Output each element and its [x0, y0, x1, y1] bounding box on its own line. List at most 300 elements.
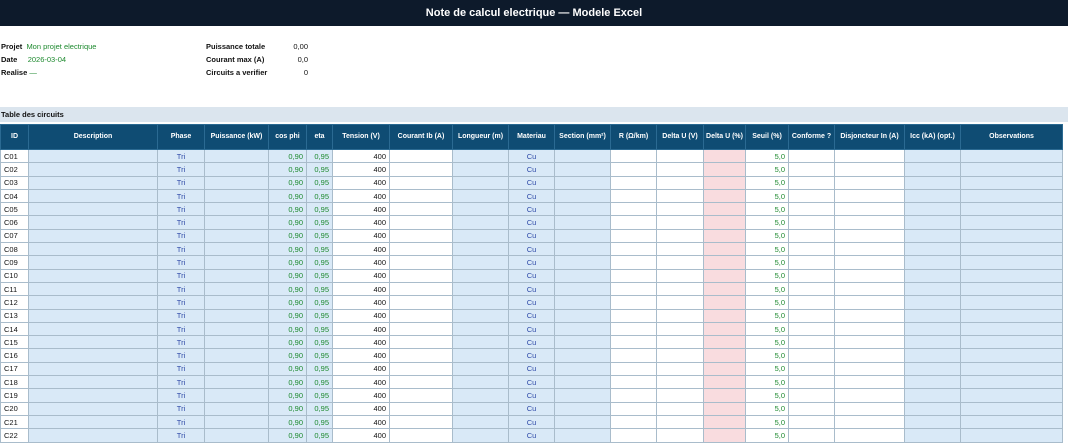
cell-resistance[interactable] — [611, 150, 657, 163]
cell-current[interactable] — [390, 176, 453, 189]
cell-phase[interactable]: Tri — [158, 176, 205, 189]
cell-length[interactable] — [453, 203, 509, 216]
cell-delta-u-v[interactable] — [657, 163, 704, 176]
cell-observations[interactable] — [961, 229, 1063, 242]
cell-material[interactable]: Cu — [509, 189, 555, 202]
cell-eta[interactable]: 0,95 — [307, 415, 333, 428]
cell-observations[interactable] — [961, 296, 1063, 309]
cell-icc[interactable] — [905, 163, 961, 176]
cell-power[interactable] — [205, 322, 269, 335]
cell-eta[interactable]: 0,95 — [307, 269, 333, 282]
cell-cos-phi[interactable]: 0,90 — [269, 349, 307, 362]
cell-threshold[interactable]: 5,0 — [746, 362, 789, 375]
cell-observations[interactable] — [961, 362, 1063, 375]
cell-threshold[interactable]: 5,0 — [746, 309, 789, 322]
cell-section[interactable] — [555, 176, 611, 189]
cell-observations[interactable] — [961, 243, 1063, 256]
cell-breaker[interactable] — [835, 256, 905, 269]
cell-resistance[interactable] — [611, 163, 657, 176]
cell-length[interactable] — [453, 389, 509, 402]
cell-id[interactable]: C21 — [1, 415, 29, 428]
cell-threshold[interactable]: 5,0 — [746, 282, 789, 295]
cell-threshold[interactable]: 5,0 — [746, 336, 789, 349]
cell-delta-u-v[interactable] — [657, 415, 704, 428]
column-header[interactable]: ID — [1, 125, 29, 150]
cell-threshold[interactable]: 5,0 — [746, 429, 789, 442]
cell-id[interactable]: C10 — [1, 269, 29, 282]
cell-id[interactable]: C03 — [1, 176, 29, 189]
cell-current[interactable] — [390, 189, 453, 202]
cell-resistance[interactable] — [611, 296, 657, 309]
cell-description[interactable] — [29, 402, 158, 415]
cell-section[interactable] — [555, 309, 611, 322]
cell-id[interactable]: C17 — [1, 362, 29, 375]
cell-length[interactable] — [453, 322, 509, 335]
cell-delta-u-v[interactable] — [657, 429, 704, 442]
column-header[interactable]: Puissance (kW) — [205, 125, 269, 150]
cell-id[interactable]: C14 — [1, 322, 29, 335]
cell-length[interactable] — [453, 216, 509, 229]
cell-length[interactable] — [453, 282, 509, 295]
cell-breaker[interactable] — [835, 243, 905, 256]
cell-length[interactable] — [453, 376, 509, 389]
cell-current[interactable] — [390, 362, 453, 375]
cell-description[interactable] — [29, 349, 158, 362]
cell-eta[interactable]: 0,95 — [307, 282, 333, 295]
project-value[interactable]: Mon projet electrique — [26, 42, 97, 51]
cell-delta-u-pct[interactable] — [704, 402, 746, 415]
cell-power[interactable] — [205, 163, 269, 176]
cell-cos-phi[interactable]: 0,90 — [269, 256, 307, 269]
cell-compliant[interactable] — [789, 429, 835, 442]
cell-eta[interactable]: 0,95 — [307, 389, 333, 402]
cell-description[interactable] — [29, 362, 158, 375]
cell-delta-u-v[interactable] — [657, 203, 704, 216]
cell-current[interactable] — [390, 229, 453, 242]
cell-eta[interactable]: 0,95 — [307, 429, 333, 442]
cell-delta-u-v[interactable] — [657, 282, 704, 295]
cell-description[interactable] — [29, 322, 158, 335]
cell-delta-u-v[interactable] — [657, 216, 704, 229]
cell-compliant[interactable] — [789, 229, 835, 242]
cell-observations[interactable] — [961, 322, 1063, 335]
column-header[interactable]: Section (mm²) — [555, 125, 611, 150]
cell-resistance[interactable] — [611, 282, 657, 295]
cell-compliant[interactable] — [789, 150, 835, 163]
cell-cos-phi[interactable]: 0,90 — [269, 322, 307, 335]
cell-delta-u-v[interactable] — [657, 309, 704, 322]
cell-id[interactable]: C19 — [1, 389, 29, 402]
cell-description[interactable] — [29, 243, 158, 256]
cell-breaker[interactable] — [835, 322, 905, 335]
column-header[interactable]: cos phi — [269, 125, 307, 150]
cell-eta[interactable]: 0,95 — [307, 256, 333, 269]
cell-length[interactable] — [453, 256, 509, 269]
cell-voltage[interactable]: 400 — [333, 229, 390, 242]
cell-delta-u-pct[interactable] — [704, 322, 746, 335]
cell-breaker[interactable] — [835, 309, 905, 322]
cell-material[interactable]: Cu — [509, 336, 555, 349]
cell-icc[interactable] — [905, 362, 961, 375]
cell-observations[interactable] — [961, 189, 1063, 202]
cell-description[interactable] — [29, 256, 158, 269]
cell-id[interactable]: C07 — [1, 229, 29, 242]
cell-current[interactable] — [390, 415, 453, 428]
cell-eta[interactable]: 0,95 — [307, 216, 333, 229]
cell-section[interactable] — [555, 415, 611, 428]
cell-icc[interactable] — [905, 415, 961, 428]
cell-power[interactable] — [205, 150, 269, 163]
cell-eta[interactable]: 0,95 — [307, 376, 333, 389]
cell-id[interactable]: C11 — [1, 282, 29, 295]
cell-phase[interactable]: Tri — [158, 322, 205, 335]
cell-current[interactable] — [390, 296, 453, 309]
cell-power[interactable] — [205, 349, 269, 362]
cell-section[interactable] — [555, 376, 611, 389]
cell-phase[interactable]: Tri — [158, 256, 205, 269]
cell-voltage[interactable]: 400 — [333, 256, 390, 269]
cell-eta[interactable]: 0,95 — [307, 150, 333, 163]
cell-material[interactable]: Cu — [509, 203, 555, 216]
cell-icc[interactable] — [905, 336, 961, 349]
cell-breaker[interactable] — [835, 150, 905, 163]
cell-icc[interactable] — [905, 203, 961, 216]
cell-section[interactable] — [555, 322, 611, 335]
cell-voltage[interactable]: 400 — [333, 336, 390, 349]
cell-power[interactable] — [205, 189, 269, 202]
cell-power[interactable] — [205, 282, 269, 295]
cell-icc[interactable] — [905, 349, 961, 362]
cell-power[interactable] — [205, 336, 269, 349]
cell-voltage[interactable]: 400 — [333, 282, 390, 295]
cell-current[interactable] — [390, 203, 453, 216]
cell-delta-u-v[interactable] — [657, 376, 704, 389]
cell-phase[interactable]: Tri — [158, 349, 205, 362]
cell-eta[interactable]: 0,95 — [307, 322, 333, 335]
column-header[interactable]: Delta U (V) — [657, 125, 704, 150]
cell-delta-u-pct[interactable] — [704, 282, 746, 295]
column-header[interactable]: Phase — [158, 125, 205, 150]
cell-observations[interactable] — [961, 282, 1063, 295]
cell-description[interactable] — [29, 269, 158, 282]
cell-breaker[interactable] — [835, 189, 905, 202]
cell-voltage[interactable]: 400 — [333, 216, 390, 229]
cell-resistance[interactable] — [611, 415, 657, 428]
cell-compliant[interactable] — [789, 189, 835, 202]
column-header[interactable]: Icc (kA) (opt.) — [905, 125, 961, 150]
cell-current[interactable] — [390, 243, 453, 256]
cell-observations[interactable] — [961, 256, 1063, 269]
cell-resistance[interactable] — [611, 429, 657, 442]
cell-icc[interactable] — [905, 282, 961, 295]
cell-section[interactable] — [555, 256, 611, 269]
cell-id[interactable]: C08 — [1, 243, 29, 256]
cell-material[interactable]: Cu — [509, 296, 555, 309]
cell-voltage[interactable]: 400 — [333, 322, 390, 335]
cell-cos-phi[interactable]: 0,90 — [269, 282, 307, 295]
column-header[interactable]: Conforme ? — [789, 125, 835, 150]
cell-breaker[interactable] — [835, 362, 905, 375]
cell-id[interactable]: C01 — [1, 150, 29, 163]
cell-material[interactable]: Cu — [509, 163, 555, 176]
cell-id[interactable]: C04 — [1, 189, 29, 202]
cell-description[interactable] — [29, 229, 158, 242]
cell-phase[interactable]: Tri — [158, 389, 205, 402]
cell-voltage[interactable]: 400 — [333, 296, 390, 309]
cell-length[interactable] — [453, 402, 509, 415]
cell-length[interactable] — [453, 229, 509, 242]
cell-breaker[interactable] — [835, 163, 905, 176]
cell-material[interactable]: Cu — [509, 349, 555, 362]
cell-breaker[interactable] — [835, 429, 905, 442]
cell-length[interactable] — [453, 362, 509, 375]
cell-cos-phi[interactable]: 0,90 — [269, 415, 307, 428]
cell-breaker[interactable] — [835, 229, 905, 242]
cell-section[interactable] — [555, 349, 611, 362]
cell-cos-phi[interactable]: 0,90 — [269, 429, 307, 442]
cell-phase[interactable]: Tri — [158, 309, 205, 322]
cell-resistance[interactable] — [611, 376, 657, 389]
cell-icc[interactable] — [905, 309, 961, 322]
cell-compliant[interactable] — [789, 176, 835, 189]
cell-breaker[interactable] — [835, 402, 905, 415]
cell-threshold[interactable]: 5,0 — [746, 229, 789, 242]
cell-threshold[interactable]: 5,0 — [746, 322, 789, 335]
cell-delta-u-v[interactable] — [657, 189, 704, 202]
cell-description[interactable] — [29, 176, 158, 189]
cell-phase[interactable]: Tri — [158, 282, 205, 295]
cell-threshold[interactable]: 5,0 — [746, 402, 789, 415]
cell-cos-phi[interactable]: 0,90 — [269, 296, 307, 309]
cell-compliant[interactable] — [789, 362, 835, 375]
cell-delta-u-pct[interactable] — [704, 296, 746, 309]
cell-icc[interactable] — [905, 269, 961, 282]
cell-length[interactable] — [453, 176, 509, 189]
cell-threshold[interactable]: 5,0 — [746, 150, 789, 163]
cell-compliant[interactable] — [789, 349, 835, 362]
cell-voltage[interactable]: 400 — [333, 309, 390, 322]
cell-voltage[interactable]: 400 — [333, 189, 390, 202]
cell-current[interactable] — [390, 389, 453, 402]
cell-current[interactable] — [390, 256, 453, 269]
cell-compliant[interactable] — [789, 336, 835, 349]
cell-id[interactable]: C05 — [1, 203, 29, 216]
cell-phase[interactable]: Tri — [158, 216, 205, 229]
cell-current[interactable] — [390, 216, 453, 229]
cell-cos-phi[interactable]: 0,90 — [269, 389, 307, 402]
cell-compliant[interactable] — [789, 269, 835, 282]
cell-delta-u-v[interactable] — [657, 322, 704, 335]
cell-section[interactable] — [555, 203, 611, 216]
cell-delta-u-v[interactable] — [657, 362, 704, 375]
cell-phase[interactable]: Tri — [158, 402, 205, 415]
cell-eta[interactable]: 0,95 — [307, 163, 333, 176]
cell-compliant[interactable] — [789, 309, 835, 322]
cell-id[interactable]: C13 — [1, 309, 29, 322]
cell-cos-phi[interactable]: 0,90 — [269, 376, 307, 389]
cell-observations[interactable] — [961, 349, 1063, 362]
cell-threshold[interactable]: 5,0 — [746, 176, 789, 189]
cell-delta-u-pct[interactable] — [704, 376, 746, 389]
cell-material[interactable]: Cu — [509, 150, 555, 163]
date-value[interactable]: 2026-03-04 — [27, 55, 67, 64]
cell-delta-u-pct[interactable] — [704, 229, 746, 242]
cell-delta-u-v[interactable] — [657, 402, 704, 415]
cell-delta-u-v[interactable] — [657, 296, 704, 309]
cell-delta-u-pct[interactable] — [704, 309, 746, 322]
cell-power[interactable] — [205, 203, 269, 216]
cell-voltage[interactable]: 400 — [333, 269, 390, 282]
cell-voltage[interactable]: 400 — [333, 163, 390, 176]
cell-id[interactable]: C16 — [1, 349, 29, 362]
cell-delta-u-pct[interactable] — [704, 256, 746, 269]
cell-section[interactable] — [555, 150, 611, 163]
cell-cos-phi[interactable]: 0,90 — [269, 216, 307, 229]
cell-section[interactable] — [555, 189, 611, 202]
cell-icc[interactable] — [905, 229, 961, 242]
cell-material[interactable]: Cu — [509, 269, 555, 282]
cell-breaker[interactable] — [835, 269, 905, 282]
cell-icc[interactable] — [905, 256, 961, 269]
cell-power[interactable] — [205, 256, 269, 269]
cell-description[interactable] — [29, 389, 158, 402]
cell-material[interactable]: Cu — [509, 402, 555, 415]
cell-resistance[interactable] — [611, 362, 657, 375]
column-header[interactable]: Tension (V) — [333, 125, 390, 150]
cell-voltage[interactable]: 400 — [333, 415, 390, 428]
cell-material[interactable]: Cu — [509, 229, 555, 242]
column-header[interactable]: Disjoncteur In (A) — [835, 125, 905, 150]
cell-cos-phi[interactable]: 0,90 — [269, 176, 307, 189]
cell-compliant[interactable] — [789, 203, 835, 216]
cell-delta-u-v[interactable] — [657, 176, 704, 189]
cell-cos-phi[interactable]: 0,90 — [269, 269, 307, 282]
cell-id[interactable]: C15 — [1, 336, 29, 349]
cell-power[interactable] — [205, 376, 269, 389]
cell-material[interactable]: Cu — [509, 243, 555, 256]
cell-observations[interactable] — [961, 216, 1063, 229]
cell-observations[interactable] — [961, 269, 1063, 282]
cell-current[interactable] — [390, 402, 453, 415]
cell-threshold[interactable]: 5,0 — [746, 415, 789, 428]
cell-breaker[interactable] — [835, 203, 905, 216]
cell-eta[interactable]: 0,95 — [307, 402, 333, 415]
cell-observations[interactable] — [961, 415, 1063, 428]
cell-phase[interactable]: Tri — [158, 203, 205, 216]
cell-power[interactable] — [205, 402, 269, 415]
cell-current[interactable] — [390, 349, 453, 362]
cell-observations[interactable] — [961, 389, 1063, 402]
cell-breaker[interactable] — [835, 389, 905, 402]
cell-section[interactable] — [555, 296, 611, 309]
cell-voltage[interactable]: 400 — [333, 429, 390, 442]
cell-description[interactable] — [29, 336, 158, 349]
cell-delta-u-pct[interactable] — [704, 163, 746, 176]
cell-icc[interactable] — [905, 296, 961, 309]
cell-resistance[interactable] — [611, 309, 657, 322]
cell-length[interactable] — [453, 415, 509, 428]
cell-material[interactable]: Cu — [509, 216, 555, 229]
cell-delta-u-v[interactable] — [657, 389, 704, 402]
cell-eta[interactable]: 0,95 — [307, 189, 333, 202]
cell-threshold[interactable]: 5,0 — [746, 296, 789, 309]
column-header[interactable]: Materiau — [509, 125, 555, 150]
cell-icc[interactable] — [905, 243, 961, 256]
cell-power[interactable] — [205, 296, 269, 309]
cell-delta-u-pct[interactable] — [704, 243, 746, 256]
cell-phase[interactable]: Tri — [158, 229, 205, 242]
cell-breaker[interactable] — [835, 415, 905, 428]
cell-observations[interactable] — [961, 150, 1063, 163]
cell-threshold[interactable]: 5,0 — [746, 269, 789, 282]
cell-phase[interactable]: Tri — [158, 362, 205, 375]
cell-icc[interactable] — [905, 150, 961, 163]
cell-delta-u-pct[interactable] — [704, 415, 746, 428]
cell-id[interactable]: C02 — [1, 163, 29, 176]
author-value[interactable]: — — [29, 68, 37, 77]
cell-icc[interactable] — [905, 189, 961, 202]
cell-breaker[interactable] — [835, 282, 905, 295]
cell-resistance[interactable] — [611, 336, 657, 349]
cell-phase[interactable]: Tri — [158, 336, 205, 349]
cell-material[interactable]: Cu — [509, 415, 555, 428]
cell-observations[interactable] — [961, 402, 1063, 415]
cell-resistance[interactable] — [611, 189, 657, 202]
cell-description[interactable] — [29, 429, 158, 442]
cell-phase[interactable]: Tri — [158, 429, 205, 442]
cell-eta[interactable]: 0,95 — [307, 296, 333, 309]
cell-material[interactable]: Cu — [509, 322, 555, 335]
cell-length[interactable] — [453, 429, 509, 442]
cell-observations[interactable] — [961, 203, 1063, 216]
cell-phase[interactable]: Tri — [158, 189, 205, 202]
cell-compliant[interactable] — [789, 376, 835, 389]
cell-eta[interactable]: 0,95 — [307, 176, 333, 189]
cell-current[interactable] — [390, 269, 453, 282]
cell-material[interactable]: Cu — [509, 282, 555, 295]
cell-resistance[interactable] — [611, 256, 657, 269]
cell-delta-u-pct[interactable] — [704, 269, 746, 282]
cell-cos-phi[interactable]: 0,90 — [269, 402, 307, 415]
column-header[interactable]: Observations — [961, 125, 1063, 150]
cell-id[interactable]: C09 — [1, 256, 29, 269]
cell-section[interactable] — [555, 402, 611, 415]
cell-cos-phi[interactable]: 0,90 — [269, 163, 307, 176]
cell-length[interactable] — [453, 189, 509, 202]
cell-delta-u-v[interactable] — [657, 256, 704, 269]
cell-cos-phi[interactable]: 0,90 — [269, 189, 307, 202]
cell-voltage[interactable]: 400 — [333, 362, 390, 375]
cell-resistance[interactable] — [611, 243, 657, 256]
column-header[interactable]: eta — [307, 125, 333, 150]
cell-icc[interactable] — [905, 322, 961, 335]
cell-resistance[interactable] — [611, 203, 657, 216]
cell-observations[interactable] — [961, 176, 1063, 189]
cell-resistance[interactable] — [611, 269, 657, 282]
cell-current[interactable] — [390, 376, 453, 389]
cell-phase[interactable]: Tri — [158, 296, 205, 309]
cell-delta-u-pct[interactable] — [704, 336, 746, 349]
column-header[interactable]: Seuil (%) — [746, 125, 789, 150]
cell-cos-phi[interactable]: 0,90 — [269, 362, 307, 375]
cell-material[interactable]: Cu — [509, 389, 555, 402]
cell-threshold[interactable]: 5,0 — [746, 216, 789, 229]
cell-compliant[interactable] — [789, 389, 835, 402]
cell-voltage[interactable]: 400 — [333, 203, 390, 216]
column-header[interactable]: Longueur (m) — [453, 125, 509, 150]
column-header[interactable]: Delta U (%) — [704, 125, 746, 150]
cell-compliant[interactable] — [789, 216, 835, 229]
